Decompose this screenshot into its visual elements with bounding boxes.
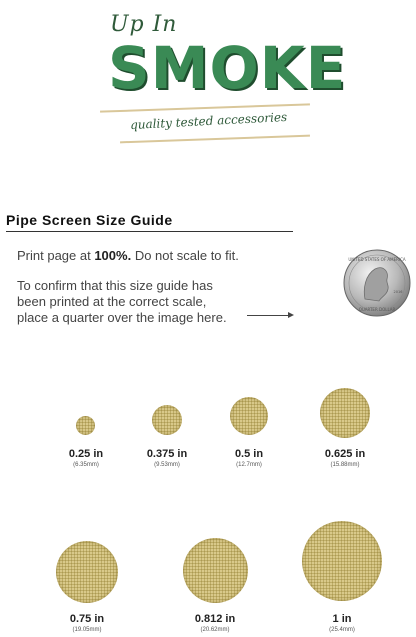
size-mm: (25.4mm) bbox=[329, 627, 355, 633]
size-mm: (20.62mm) bbox=[200, 627, 230, 633]
size-mm: (15.88mm) bbox=[330, 462, 360, 468]
size-label: 0.812 in bbox=[194, 613, 236, 625]
size-label: 0.75 in bbox=[69, 613, 105, 625]
size-mm: (12.7mm) bbox=[236, 462, 262, 468]
quarter-coin bbox=[343, 249, 411, 317]
screen-0-75-in bbox=[56, 541, 118, 603]
screen-1-in bbox=[302, 521, 382, 601]
screen-0-25-in bbox=[76, 416, 95, 435]
page-title: Pipe Screen Size Guide bbox=[6, 212, 173, 228]
screen-0-5-in bbox=[230, 397, 268, 435]
logo-tagline: quality tested accessories bbox=[129, 109, 288, 133]
size-label: 0.25 in bbox=[68, 448, 104, 460]
logo-flourish-line bbox=[120, 135, 310, 144]
logo-main-text: SMOKE bbox=[108, 34, 347, 102]
screen-0-812-in bbox=[183, 538, 248, 603]
arrow-head-icon bbox=[288, 312, 294, 318]
confirm-line-3: place a quarter over the image here. bbox=[17, 310, 227, 325]
screen-0-375-in bbox=[152, 405, 182, 435]
size-mm: (19.05mm) bbox=[72, 627, 102, 633]
size-label: 0.625 in bbox=[324, 448, 366, 460]
coin-bottom-text: QUARTER DOLLAR bbox=[358, 307, 396, 312]
size-mm: (9.53mm) bbox=[154, 462, 180, 468]
screen-0-625-in bbox=[320, 388, 370, 438]
title-divider bbox=[6, 231, 293, 232]
confirm-line-1: To confirm that this size guide has bbox=[17, 278, 213, 293]
print-prefix: Print page at bbox=[17, 248, 95, 263]
size-label: 1 in bbox=[332, 613, 352, 625]
arrow-icon bbox=[247, 315, 289, 316]
size-label: 0.5 in bbox=[234, 448, 264, 460]
brand-logo bbox=[100, 10, 347, 150]
print-suffix: Do not scale to fit. bbox=[131, 248, 239, 263]
coin-year: 2016 bbox=[393, 290, 403, 294]
confirm-line-2: been printed at the correct scale, bbox=[17, 294, 207, 309]
size-mm: (6.35mm) bbox=[73, 462, 99, 468]
coin-top-text: UNITED STATES OF AMERICA bbox=[348, 257, 406, 262]
print-instruction bbox=[17, 248, 239, 264]
size-label: 0.375 in bbox=[146, 448, 188, 460]
print-scale: 100%. bbox=[94, 248, 132, 263]
logo-script-text: Up In bbox=[110, 12, 178, 37]
